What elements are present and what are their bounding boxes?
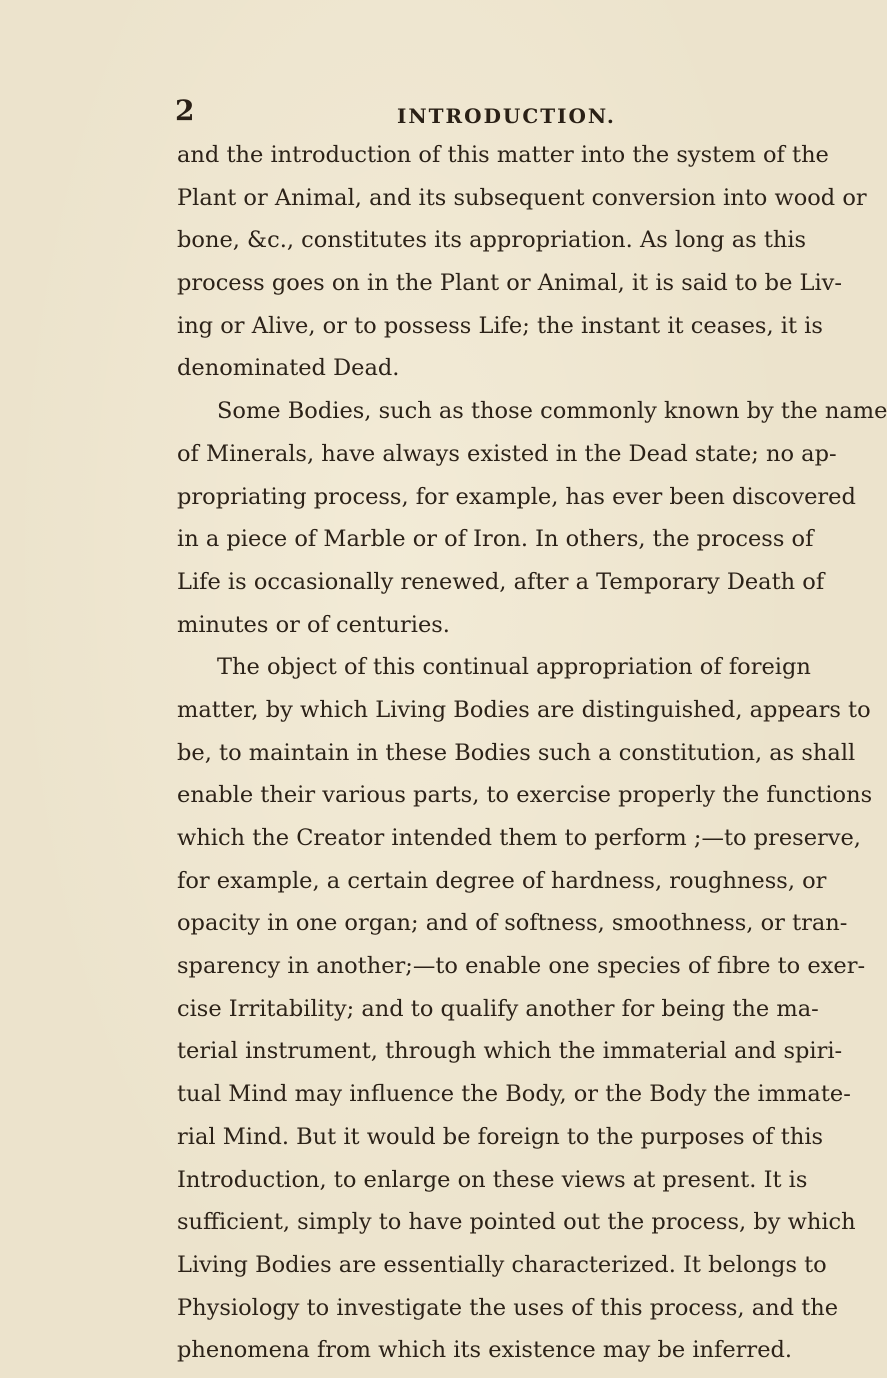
running-head <box>175 94 765 134</box>
text-line: enable their various parts, to exercise properly the functions <box>177 782 873 809</box>
text-line: opacity in one organ; and of softness, smoothness, or tran- <box>177 910 848 937</box>
text-line: matter, by which Living Bodies are distinguished, appears to <box>177 696 871 723</box>
text-line: sufficient, simply to have pointed out the process, by which <box>177 1209 856 1236</box>
text-line: terial instrument, through which the immaterial and spiri- <box>177 1038 843 1065</box>
text-line: in a piece of Marble or of Iron. In others, the process of <box>177 526 814 553</box>
page-number: 2 <box>175 94 195 127</box>
text-line: Life is occasionally renewed, after a Temporary Death of <box>177 568 825 595</box>
text-line: Physiology to investigate the uses of this process, and the <box>177 1294 839 1321</box>
text-line: propriating process, for example, has ever been discovered <box>177 483 856 510</box>
text-line: of Minerals, have always existed in the Dead state; no ap- <box>177 440 837 467</box>
text-line: Plant or Animal, and its subsequent conversion into wood or <box>177 184 867 211</box>
running-head-title: INTRODUCTION. <box>397 104 616 128</box>
text-line: be, to maintain in these Bodies such a constitution, as shall <box>177 739 856 766</box>
text-line: phenomena from which its existence may be inferred. <box>177 1337 793 1364</box>
text-line: ing or Alive, or to possess Life; the instant it ceases, it is <box>177 312 823 339</box>
text-line: tual Mind may influence the Body, or the Body the immate- <box>177 1081 851 1108</box>
text-line: Introduction, to enlarge on these views at present. It is <box>177 1166 808 1193</box>
text-line: for example, a certain degree of hardness, roughness, or <box>177 867 827 894</box>
text-line: sparency in another;—to enable one species of fibre to exer- <box>177 953 866 980</box>
text-line: denominated Dead. <box>177 355 400 382</box>
text-line: and the introduction of this matter into the system of the <box>177 142 829 168</box>
text-line: bone, &c., constitutes its appropriation. As long as this <box>177 227 807 254</box>
text-line: rial Mind. But it would be foreign to the purposes of this <box>177 1123 824 1150</box>
text-line: cise Irritability; and to qualify another for being the ma- <box>177 995 819 1022</box>
text-line: Living Bodies are essentially characterized. It belongs to <box>177 1251 827 1278</box>
text-line: process goes on in the Plant or Animal, it is said to be Liv- <box>177 270 842 297</box>
text-line: Some Bodies, such as those commonly known by the name <box>217 398 887 425</box>
text-line: The object of this continual appropriation of foreign <box>217 654 811 681</box>
text-line: minutes or of centuries. <box>177 611 450 638</box>
text-line: which the Creator intended them to perform ;—to preserve, <box>177 825 861 851</box>
body-text <box>177 134 887 1372</box>
